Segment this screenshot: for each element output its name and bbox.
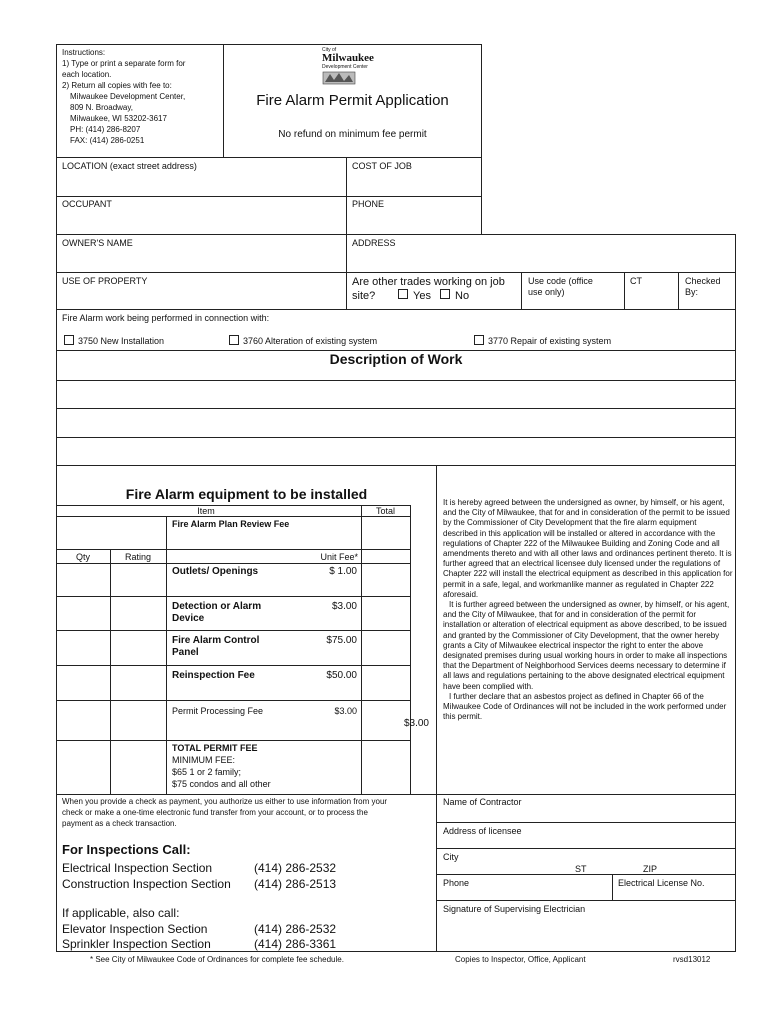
minimum-fee-label: MINIMUM FEE:: [172, 755, 235, 765]
repair-checkbox[interactable]: [474, 335, 484, 345]
inspection-construction-label: Construction Inspection Section: [62, 877, 231, 891]
address-label: ADDRESS: [352, 238, 396, 248]
row-detection-label-2: Device: [172, 613, 205, 624]
copies-note: Copies to Inspector, Office, Applicant: [455, 955, 586, 964]
address-field[interactable]: [346, 234, 736, 273]
minimum-fee-2: $75 condos and all other: [172, 779, 271, 789]
equip-divider-item: [166, 516, 167, 794]
form-subtitle: No refund on minimum fee permit: [278, 129, 427, 140]
row-panel-fee: $75.00: [326, 635, 357, 646]
logo-main: Milwaukee: [322, 52, 374, 64]
instructions-line-0: Instructions:: [62, 48, 106, 57]
trades-yes-checkbox[interactable]: [398, 289, 408, 299]
inspection-construction-phone: (414) 286-2513: [254, 877, 337, 891]
alteration-label: 3760 Alteration of existing system: [243, 336, 378, 346]
repair-label: 3770 Repair of existing system: [488, 336, 612, 346]
trades-yes-label: Yes: [413, 290, 431, 302]
payment-note-1: When you provide a check as payment, you authorize us either to use information from your: [62, 797, 388, 806]
inspections-heading: For Inspections Call:: [62, 842, 191, 857]
row-panel-label-1: Fire Alarm Control: [172, 635, 260, 646]
trades-no-checkbox[interactable]: [440, 289, 450, 299]
row-detection-label-1: Detection or Alarm: [172, 601, 262, 612]
use-property-label: USE OF PROPERTY: [62, 276, 148, 286]
instructions-line-3: 2) Return all copies with fee to:: [62, 81, 172, 90]
use-code-label-1: Use code (office: [528, 276, 593, 286]
inspection-electrical-phone: (414) 286-2532: [254, 861, 337, 875]
logo-sub: Development Center: [322, 64, 368, 70]
legal-text: [443, 498, 733, 722]
legal-paragraph-2: It is further agreed between the undersigned as owner, by himself, or his agent, and the City of Milwaukee, that for and in consideration of the permit for installation or alteration of electrical equipment as above described, to be issued and granted by the Commissioner of City Development, that the owner hereby grants a City of Milwaukee electrical inspector the right to enter the above designated premises during usual working hours in order to make all inspections that the Department of Neighborhood Services deems necessary to determine if all laws and regulations pertaining to the above designated electrical equipment have been complied with.: [443, 600, 730, 691]
location-label: LOCATION (exact street address): [62, 161, 197, 171]
city-label: City: [443, 852, 459, 862]
contractor-name-label: Name of Contractor: [443, 797, 522, 807]
legal-paragraph-3: I further declare that an asbestos project as defined in Chapter 66 of the Milwaukee Code of Ordinances will not be included in the work performed under this permit.: [443, 691, 727, 722]
form-title: Fire Alarm Permit Application: [256, 92, 449, 109]
instructions-line-2: each location.: [62, 70, 112, 79]
signature-label: Signature of Supervising Electrician: [443, 904, 586, 914]
equip-row2-bottom: [56, 630, 411, 631]
equip-row5-bottom: [56, 740, 411, 741]
row-reinspection-label: Reinspection Fee: [172, 670, 255, 681]
ct-label: CT: [630, 276, 642, 286]
licensee-address-label: Address of licensee: [443, 826, 522, 836]
equip-divider-qty: [110, 549, 111, 794]
minimum-fee-1: $65 1 or 2 family;: [172, 767, 242, 777]
new-installation-label: 3750 New Installation: [78, 336, 165, 346]
checked-by-label-1: Checked: [685, 276, 721, 286]
plan-review-label: Fire Alarm Plan Review Fee: [172, 519, 290, 529]
checked-by-label-2: By:: [685, 287, 699, 297]
logo-small: City of: [322, 47, 337, 53]
inspection-electrical-label: Electrical Inspection Section: [62, 861, 213, 875]
payment-note-2: check or make a one-time electronic fund transfer from your account, or to process the: [62, 808, 368, 817]
inspection-sprinkler-phone: (414) 286-3361: [254, 937, 337, 951]
equip-row3-bottom: [56, 665, 411, 666]
phone-label: PHONE: [352, 199, 385, 209]
cost-label: COST OF JOB: [352, 161, 412, 171]
st-label: ST: [575, 864, 587, 874]
row-processing-label: Permit Processing Fee: [172, 706, 264, 716]
instructions-line-6: Milwaukee, WI 53202-3617: [70, 114, 167, 123]
trades-no-label: No: [455, 290, 470, 302]
new-installation-checkbox[interactable]: [64, 335, 74, 345]
instructions-line-8: FAX: (414) 286-0251: [70, 136, 145, 145]
license-number-label: Electrical License No.: [618, 878, 705, 888]
description-line-1[interactable]: [56, 380, 736, 381]
row-panel-label-2: Panel: [172, 647, 199, 658]
row-outlets-label: Outlets/ Openings: [172, 566, 259, 577]
inspection-elevator-label: Elevator Inspection Section: [62, 922, 208, 936]
instructions-line-7: PH: (414) 286-8207: [70, 125, 141, 134]
legal-paragraph-1: It is hereby agreed between the undersigned as owner, by himself, or his agent, and the City of Milwaukee, that for and in consideration of the permit to be issued by the Commissioner of City Development that the fire alarm equipment described in this application will be installed or altered in accordance with the regulations of Chapter 222 of the Milwaukee Building and Zoning Code and all amendments thereto and with all other laws and ordinances pertinent thereto. It is further agreed that an electrical licensee duly licensed under the regulations of Chapter 222 will install the electrical equipment as described in this application for permit in a safe, legal, and workmanlike manner as regulated in Chapter 222 aforesaid.: [443, 498, 733, 599]
city-logo-icon: [322, 71, 356, 85]
owner-label: OWNER'S NAME: [62, 238, 133, 248]
alteration-checkbox[interactable]: [229, 335, 239, 345]
col-unit-fee-header: Unit Fee*: [320, 552, 358, 562]
work-type-intro: Fire Alarm work being performed in connection with:: [62, 313, 270, 323]
row-processing-fee: $3.00: [334, 706, 357, 716]
trades-question-line1: Are other trades working on job: [352, 276, 505, 288]
equip-row4-bottom: [56, 700, 411, 701]
payment-note-3: payment as a check transaction.: [62, 819, 177, 828]
instructions-line-4: Milwaukee Development Center,: [70, 92, 186, 101]
occupant-label: OCCUPANT: [62, 199, 112, 209]
col-total-header: Total: [375, 506, 395, 516]
instructions-line-1: 1) Type or print a separate form for: [62, 59, 186, 68]
equipment-title: Fire Alarm equipment to be installed: [125, 486, 368, 502]
use-code-label-2: use only): [528, 287, 565, 297]
row-processing-total: $3.00: [403, 718, 429, 729]
zip-label: ZIP: [643, 864, 658, 874]
ordinance-note: * See City of Milwaukee Code of Ordinances for complete fee schedule.: [90, 955, 344, 964]
col-item-header: Item: [197, 506, 215, 516]
equip-row1-bottom: [56, 596, 411, 597]
description-line-2[interactable]: [56, 408, 736, 409]
equip-subheader-bottom: [56, 563, 411, 564]
row-detection-fee: $3.00: [331, 601, 357, 612]
total-permit-fee-label: TOTAL PERMIT FEE: [172, 743, 258, 753]
contractor-phone-label: Phone: [443, 878, 470, 888]
row-outlets-fee: $ 1.00: [329, 566, 357, 577]
row-reinspection-fee: $50.00: [326, 670, 357, 681]
also-call-heading: If applicable, also call:: [62, 906, 180, 920]
col-rating-header: Rating: [124, 552, 151, 562]
trades-question-line2: site?: [352, 290, 376, 302]
form-id: rvsd13012: [673, 955, 711, 964]
inspection-sprinkler-label: Sprinkler Inspection Section: [62, 937, 211, 951]
instructions-line-5: 809 N. Broadway,: [70, 103, 133, 112]
description-line-3[interactable]: [56, 437, 736, 438]
inspection-elevator-phone: (414) 286-2532: [254, 922, 337, 936]
description-title: Description of Work: [329, 351, 463, 367]
col-qty-header: Qty: [75, 552, 90, 562]
